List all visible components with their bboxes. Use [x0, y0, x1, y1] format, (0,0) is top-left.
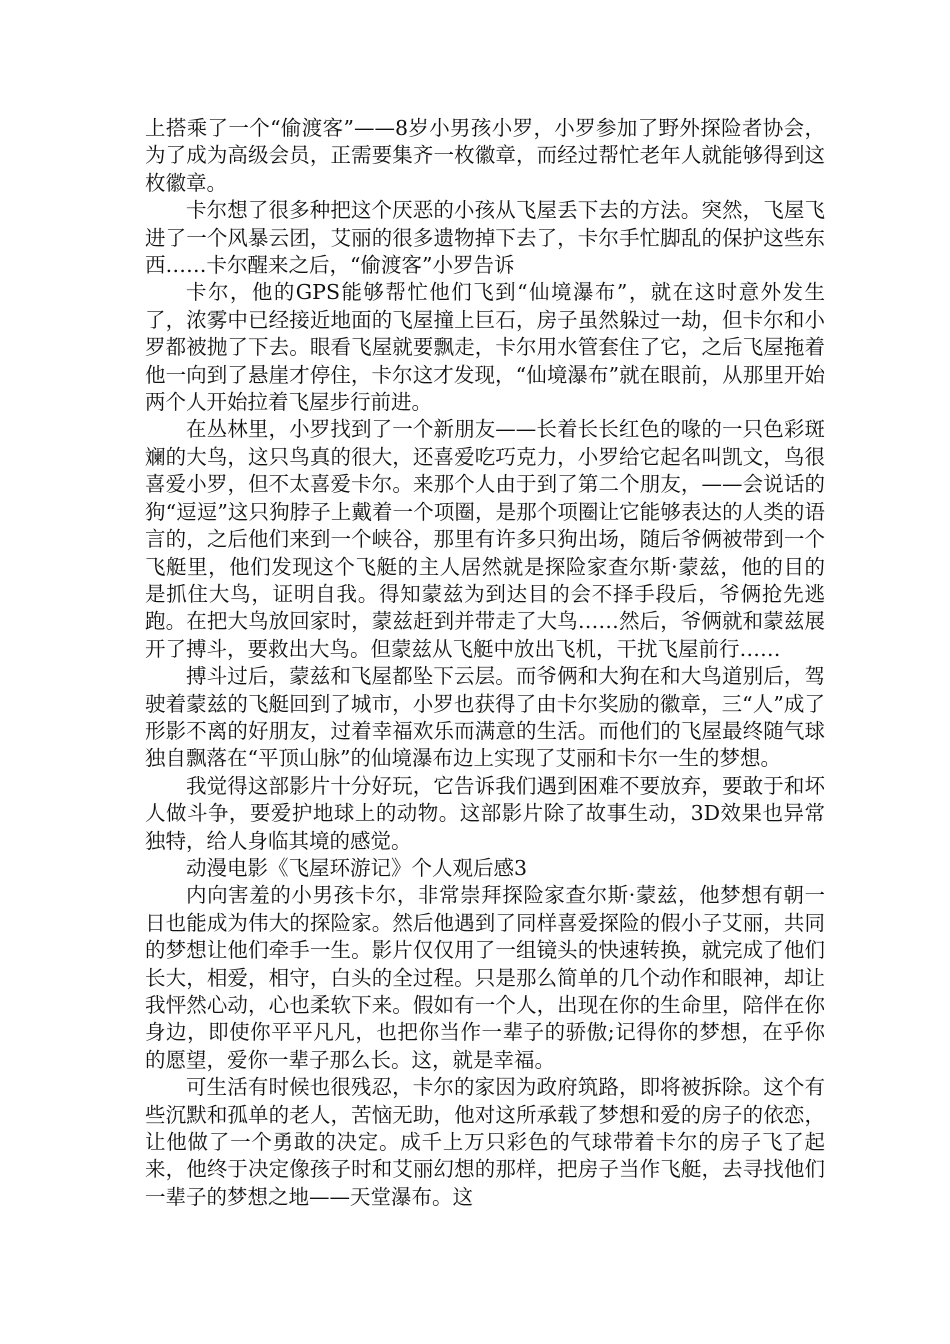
paragraph: 内向害羞的小男孩卡尔，非常崇拜探险家查尔斯·蒙兹，他梦想有朝一日也能成为伟大的探险家。然后他遇到了同样喜爱探险的假小子艾丽，共同的梦想让他们牵手一生。影片仅仅用了一组镜头的快速转换，就完成了他们长大，相爱，相守，白头的全过程。只是那么简单的几个动作和眼神，却让我怦然心动，心也柔软下来。假如有一个人，出现在你的生命里，陪伴在你身边，即使你平平凡凡，也把你当作一辈子的骄傲;记得你的梦想，在乎你的愿望，爱你一辈子那么长。这，就是幸福。	[145, 883, 825, 1072]
paragraph-continuation: 上搭乘了一个“偷渡客”——8岁小男孩小罗，小罗参加了野外探险者协会，为了成为高级会员，正需要集齐一枚徽章，而经过帮忙老年人就能够得到这枚徽章。	[145, 116, 825, 195]
paragraph: 卡尔想了很多种把这个厌恶的小孩从飞屋丢下去的方法。突然，飞屋飞进了一个风暴云团，艾丽的很多遗物掉下去了，卡尔手忙脚乱的保护这些东西……卡尔醒来之后，“偷渡客”小罗告诉	[145, 198, 825, 278]
paragraph: 我觉得这部影片十分好玩，它告诉我们遇到困难不要放弃，要敢于和坏人做斗争，要爱护地球上的动物。这部影片除了故事生动，3D效果也异常独特，给人身临其境的感觉。	[145, 773, 825, 853]
paragraph: 可生活有时候也很残忍，卡尔的家因为政府筑路，即将被拆除。这个有些沉默和孤单的老人，苦恼无助，他对这所承载了梦想和爱的房子的依恋，让他做了一个勇敢的决定。成千上万只彩色的气球带着卡尔的房子飞了起来，他终于决定像孩子时和艾丽幻想的那样，把房子当作飞艇，去寻找他们一辈子的梦想之地——天堂瀑布。这	[145, 1075, 825, 1209]
paragraph: 搏斗过后，蒙兹和飞屋都坠下云层。而爷俩和大狗在和大鸟道别后，驾驶着蒙兹的飞艇回到了城市，小罗也获得了由卡尔奖励的徽章，三“人”成了形影不离的好朋友，过着幸福欢乐而满意的生活。而他们的飞屋最终随气球独自飘落在“平顶山脉”的仙境瀑布边上实现了艾丽和卡尔一生的梦想。	[145, 664, 825, 771]
section-heading: 动漫电影《飞屋环游记》个人观后感3	[186, 855, 528, 880]
paragraph: 卡尔，他的GPS能够帮忙他们飞到“仙境瀑布”，就在这时意外发生了，浓雾中已经接近地面的飞屋撞上巨石，房子虽然躲过一劫，但卡尔和小罗都被抛了下去。眼看飞屋就要飘走，卡尔用水管套住了它，之后飞屋拖着他一向到了悬崖才停住，卡尔这才发现，“仙境瀑布”就在眼前，从那里开始两个人开始拉着飞屋步行前进。	[145, 280, 825, 415]
paragraph: 在丛林里，小罗找到了一个新朋友——长着长长红色的喙的一只色彩斑斓的大鸟，这只鸟真的很大，还喜爱吃巧克力，小罗给它起名叫凯文，鸟很喜爱小罗，但不太喜爱卡尔。来那个人由于到了第二个朋友，——会说话的狗“逗逗”这只狗脖子上戴着一个项圈，是那个项圈让它能够表达的人类的语言的，之后他们来到一个峡谷，那里有许多只狗出场，随后爷俩被带到一个飞艇里，他们发现这个飞艇的主人居然就是探险家查尔斯·蒙兹，他的目的是抓住大鸟，证明自我。得知蒙兹为到达目的会不择手段后，爷俩抢先逃跑。在把大鸟放回家时，蒙兹赶到并带走了大鸟……然后，爷俩就和蒙兹展开了搏斗，要救出大鸟。但蒙兹从飞艇中放出飞机，干扰飞屋前行……	[145, 417, 825, 661]
document-body	[145, 115, 825, 1211]
